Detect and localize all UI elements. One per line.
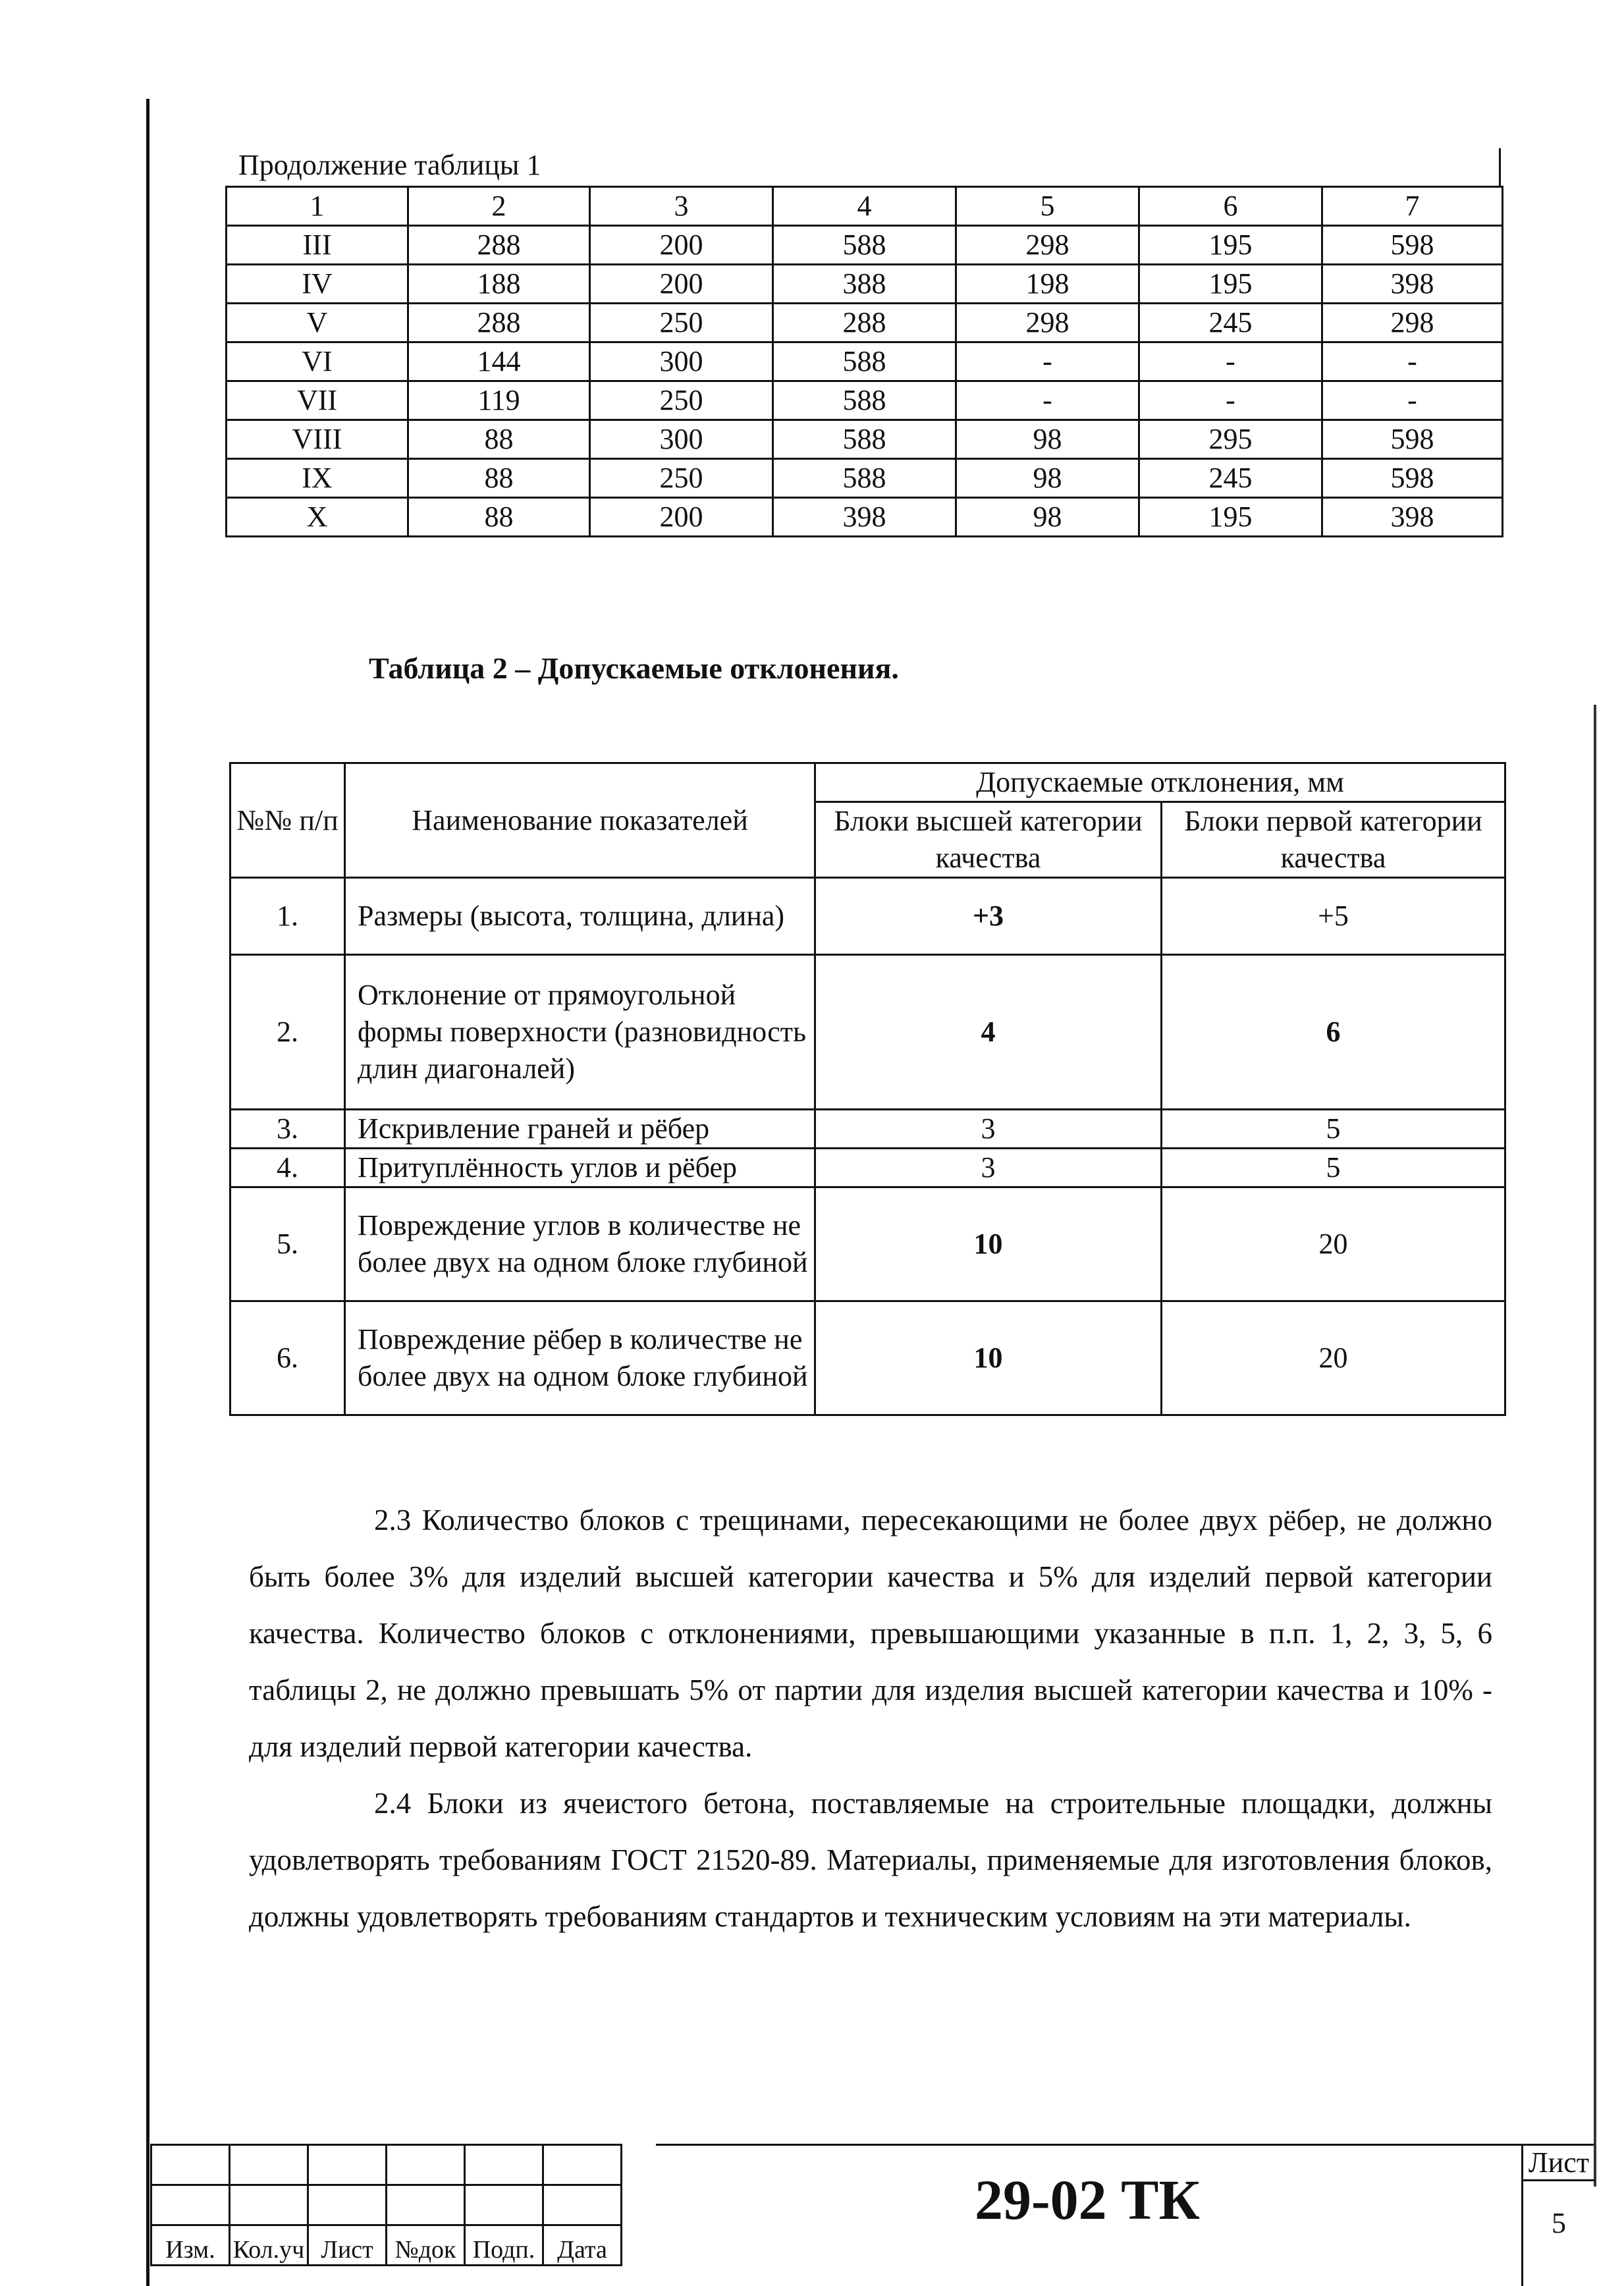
table2-high: 10: [815, 1301, 1162, 1415]
table1-cell: -: [956, 381, 1139, 420]
table1: [225, 186, 1503, 537]
title-block-cell: [308, 2185, 387, 2225]
table1-cell: III: [227, 226, 408, 265]
table2-row: [230, 1187, 1505, 1301]
title-block-label: Дата: [543, 2225, 622, 2266]
table1-cell: 588: [773, 420, 956, 459]
title-block-cell: [543, 2185, 622, 2225]
paragraph-2-4: 2.4 Блоки из ячеистого бетона, поставляемые на строительные площадки, должны удовлетворять требованиям ГОСТ 21520-89. Материалы, применяемые для изготовления блоков, должны удовлетворять требованиям стандартов и техническим условиям на эти материалы.: [249, 1787, 1492, 1933]
table1-cell: 288: [408, 304, 590, 342]
table1-row: [227, 459, 1503, 498]
table1-header-cell: 6: [1139, 187, 1322, 226]
title-block-labels-row: [151, 2225, 622, 2266]
title-block-cell: [151, 2145, 230, 2185]
table1-header-cell: 1: [227, 187, 408, 226]
title-block-cell: [465, 2145, 543, 2185]
table1-cell: 195: [1139, 226, 1322, 265]
table1-cell: 200: [590, 265, 773, 304]
table1-cell: 288: [408, 226, 590, 265]
title-block-label: Изм.: [151, 2225, 230, 2266]
table1-cell: VI: [227, 342, 408, 381]
table1-row: [227, 420, 1503, 459]
table1-cell: 250: [590, 459, 773, 498]
table2-row: [230, 1149, 1505, 1187]
table1-cell: 250: [590, 381, 773, 420]
table1-cell: 398: [1322, 265, 1503, 304]
title-block-top-border: [656, 2144, 1594, 2146]
table2-name: Искривление граней и рёбер: [345, 1110, 815, 1149]
table2-row: [230, 955, 1505, 1110]
table2-num: 6.: [230, 1301, 345, 1415]
table1-cell: 88: [408, 498, 590, 537]
table2-num: 4.: [230, 1149, 345, 1187]
table2-row: [230, 1110, 1505, 1149]
table2-high: +3: [815, 878, 1162, 955]
table2-first: +5: [1162, 878, 1505, 955]
table1-cell: 598: [1322, 420, 1503, 459]
table1-cell: -: [956, 342, 1139, 381]
page-frame-left-border: [146, 99, 149, 2286]
table1-cell: 398: [773, 498, 956, 537]
table1-cell: 200: [590, 498, 773, 537]
table1-cell: 144: [408, 342, 590, 381]
title-block-label: №док: [387, 2225, 465, 2266]
table2-first: 20: [1162, 1301, 1505, 1415]
table2-num: 1.: [230, 878, 345, 955]
title-block-grid: [150, 2144, 622, 2266]
table2-name: Повреждение рёбер в количестве не более двух на одном блоке глубиной: [345, 1301, 815, 1415]
page-frame-tick: [1499, 148, 1501, 188]
title-block-cell: [387, 2185, 465, 2225]
table1-cell: 98: [956, 459, 1139, 498]
table1-cell: 188: [408, 265, 590, 304]
table1-cell: IX: [227, 459, 408, 498]
table1-cell: 598: [1322, 459, 1503, 498]
table1-cell: 588: [773, 342, 956, 381]
table1-cell: IV: [227, 265, 408, 304]
table2-header-group: Допускаемые отклонения, мм: [815, 763, 1505, 802]
title-block-cell: [387, 2145, 465, 2185]
table1-cell: V: [227, 304, 408, 342]
table2-name: Размеры (высота, толщина, длина): [345, 878, 815, 955]
table2-first: 20: [1162, 1187, 1505, 1301]
table2-row: [230, 878, 1505, 955]
table2-first: 5: [1162, 1149, 1505, 1187]
title-block-cell: [230, 2145, 308, 2185]
table1-cell: 250: [590, 304, 773, 342]
table1-row: [227, 226, 1503, 265]
table1-cell: 88: [408, 459, 590, 498]
table1-cell: 245: [1139, 304, 1322, 342]
table2-num: 5.: [230, 1187, 345, 1301]
table1-caption: Продолжение таблицы 1: [238, 149, 541, 181]
title-block-row: [151, 2145, 622, 2185]
table1-cell: 388: [773, 265, 956, 304]
document-code: 29-02 ТК: [975, 2168, 1200, 2231]
table1-cell: 88: [408, 420, 590, 459]
table1-cell: 298: [956, 226, 1139, 265]
table1-cell: 298: [956, 304, 1139, 342]
table1-header-row: [227, 187, 1503, 226]
title-block-cell: [465, 2185, 543, 2225]
title-block-cell: [151, 2185, 230, 2225]
sheet-label: Лист: [1523, 2146, 1595, 2181]
table2-header-high: Блоки высшей категории качества: [815, 802, 1162, 878]
table2-header-first: Блоки первой категории качества: [1162, 802, 1505, 878]
table1-cell: X: [227, 498, 408, 537]
table2-high: 10: [815, 1187, 1162, 1301]
table1-cell: 588: [773, 459, 956, 498]
title-block-label: Лист: [308, 2225, 387, 2266]
table1-row: [227, 304, 1503, 342]
table2-title: Таблица 2 – Допускаемые отклонения.: [369, 651, 899, 685]
table1-header-cell: 3: [590, 187, 773, 226]
table1-row: [227, 342, 1503, 381]
table2-first: 6: [1162, 955, 1505, 1110]
table1-cell: 588: [773, 381, 956, 420]
table1-cell: 198: [956, 265, 1139, 304]
table1-cell: 295: [1139, 420, 1322, 459]
table1-cell: 245: [1139, 459, 1322, 498]
table2: [229, 762, 1506, 1416]
table1-row: [227, 381, 1503, 420]
table1-cell: -: [1322, 381, 1503, 420]
table1-header-cell: 5: [956, 187, 1139, 226]
table1-cell: 200: [590, 226, 773, 265]
table2-name: Отклонение от прямоугольной формы поверхности (разновидность длин диагоналей): [345, 955, 815, 1110]
title-block-row: [151, 2185, 622, 2225]
title-block-label: Подп.: [465, 2225, 543, 2266]
page-frame-right-border: [1594, 705, 1596, 2187]
table1-header-cell: 7: [1322, 187, 1503, 226]
table2-header-row: [230, 763, 1505, 802]
table1-cell: 98: [956, 498, 1139, 537]
table2-high: 3: [815, 1110, 1162, 1149]
table2-num: 3.: [230, 1110, 345, 1149]
title-block-cell: [308, 2145, 387, 2185]
table1-cell: 195: [1139, 498, 1322, 537]
table1-cell: -: [1322, 342, 1503, 381]
table1-cell: -: [1139, 381, 1322, 420]
table1-row: [227, 498, 1503, 537]
table1-cell: VII: [227, 381, 408, 420]
title-block-cell: [543, 2145, 622, 2185]
title-block-label: Кол.уч: [230, 2225, 308, 2266]
table1-cell: VIII: [227, 420, 408, 459]
table1-cell: 195: [1139, 265, 1322, 304]
table2-high: 3: [815, 1149, 1162, 1187]
table1-row: [227, 265, 1503, 304]
table2-num: 2.: [230, 955, 345, 1110]
table2-name: Повреждение углов в количестве не более двух на одном блоке глубиной: [345, 1187, 815, 1301]
table1-cell: 598: [1322, 226, 1503, 265]
table1-cell: 98: [956, 420, 1139, 459]
table1-cell: 300: [590, 342, 773, 381]
table1-header-cell: 4: [773, 187, 956, 226]
table1-cell: 588: [773, 226, 956, 265]
table1-cell: 300: [590, 420, 773, 459]
sheet-number: 5: [1552, 2207, 1566, 2239]
paragraph-2-3: 2.3 Количество блоков с трещинами, пересекающими не более двух рёбер, не должно быть более 3% для изделий высшей категории качества и 5% для изделий первой категории качества. Количество блоков с отклонениями, превышающими указанные в п.п. 1, 2, 3, 5, 6 таблицы 2, не должно превышать 5% от партии для изделия высшей категории качества и 10% - для изделий первой категории качества.: [249, 1504, 1492, 1763]
table1-header-cell: 2: [408, 187, 590, 226]
table2-high: 4: [815, 955, 1162, 1110]
table2-row: [230, 1301, 1505, 1415]
table2-header-num: №№ п/п: [230, 763, 345, 878]
title-block-cell: [230, 2185, 308, 2225]
table1-cell: 298: [1322, 304, 1503, 342]
table1-cell: 288: [773, 304, 956, 342]
table1-cell: 398: [1322, 498, 1503, 537]
table1-cell: -: [1139, 342, 1322, 381]
table1-cell: 119: [408, 381, 590, 420]
table2-header-name: Наименование показателей: [345, 763, 815, 878]
table2-first: 5: [1162, 1110, 1505, 1149]
table2-name: Притуплённость углов и рёбер: [345, 1149, 815, 1187]
